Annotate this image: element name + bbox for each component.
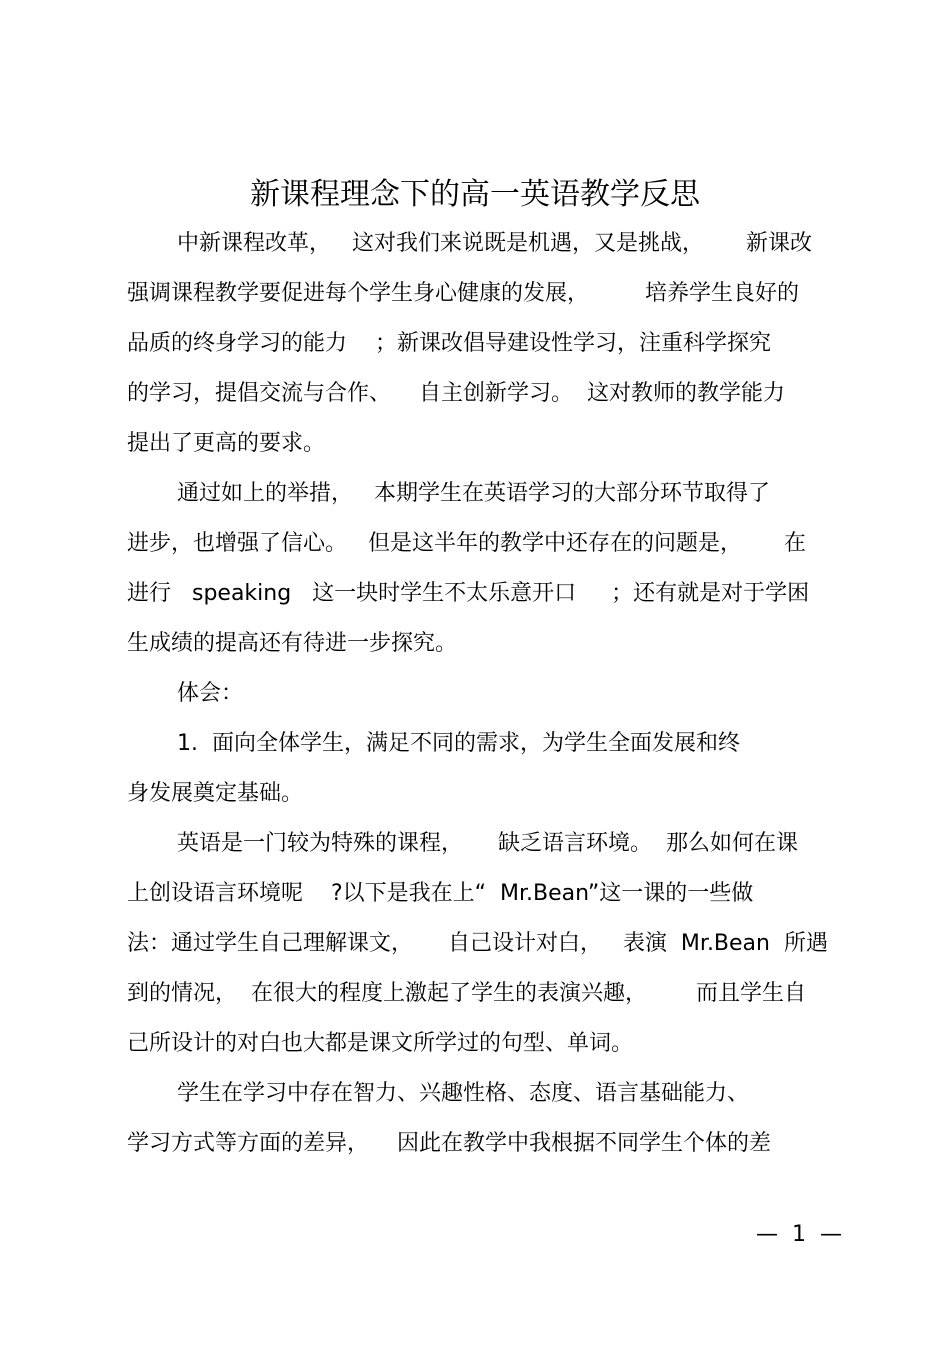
text-line: 的学习，提倡交流与合作、 自主创新学习。 这对教师的教学能力 xyxy=(127,381,785,406)
text-line: 上创设语言环境呢 ?以下是我在上“ Mr.Bean”这一课的一些做 xyxy=(127,881,754,906)
text-line: 提出了更高的要求。 xyxy=(127,431,326,456)
text-line: 生成绩的提高还有待进一步探究。 xyxy=(127,631,458,656)
text-line: 学习方式等方面的差异， 因此在教学中我根据不同学生个体的差 xyxy=(127,1131,771,1156)
text-line: 品质的终身学习的能力 ；新课改倡导建设性学习，注重科学探究 xyxy=(127,331,771,356)
page-number: — 1 — xyxy=(756,1222,842,1247)
section-heading: 体会： xyxy=(177,681,244,706)
text-line: 到的情况， 在很大的程度上激起了学生的表演兴趣， 而且学生自 xyxy=(127,981,806,1006)
text-line: 进步，也增强了信心。 但是这半年的教学中还存在的问题是， 在 xyxy=(127,531,806,556)
text-line: 学生在学习中存在智力、兴趣性格、态度、语言基础能力、 xyxy=(177,1081,750,1106)
list-item: 1. 面向全体学生，满足不同的需求，为学生全面发展和终 xyxy=(177,731,740,756)
text-line: 中新课程改革， 这对我们来说既是机遇，又是挑战， 新课改 xyxy=(177,231,812,256)
text-line: 己所设计的对白也大都是课文所学过的句型、单词。 xyxy=(127,1031,634,1056)
text-line: 英语是一门较为特殊的课程， 缺乏语言环境。 那么如何在课 xyxy=(177,831,798,856)
text-line: 法：通过学生自己理解课文， 自己设计对白， 表演 Mr.Bean 所遇 xyxy=(127,931,828,956)
text-line: 通过如上的举措， 本期学生在英语学习的大部分环节取得了 xyxy=(177,481,770,506)
text-line: 进行 speaking 这一块时学生不太乐意开口 ；还有就是对于学困 xyxy=(127,581,810,606)
text-line: 强调课程教学要促进每个学生身心健康的发展， 培养学生良好的 xyxy=(127,281,799,306)
text-line: 身发展奠定基础。 xyxy=(127,781,304,806)
document-title: 新课程理念下的高一英语教学反思 xyxy=(250,177,700,212)
